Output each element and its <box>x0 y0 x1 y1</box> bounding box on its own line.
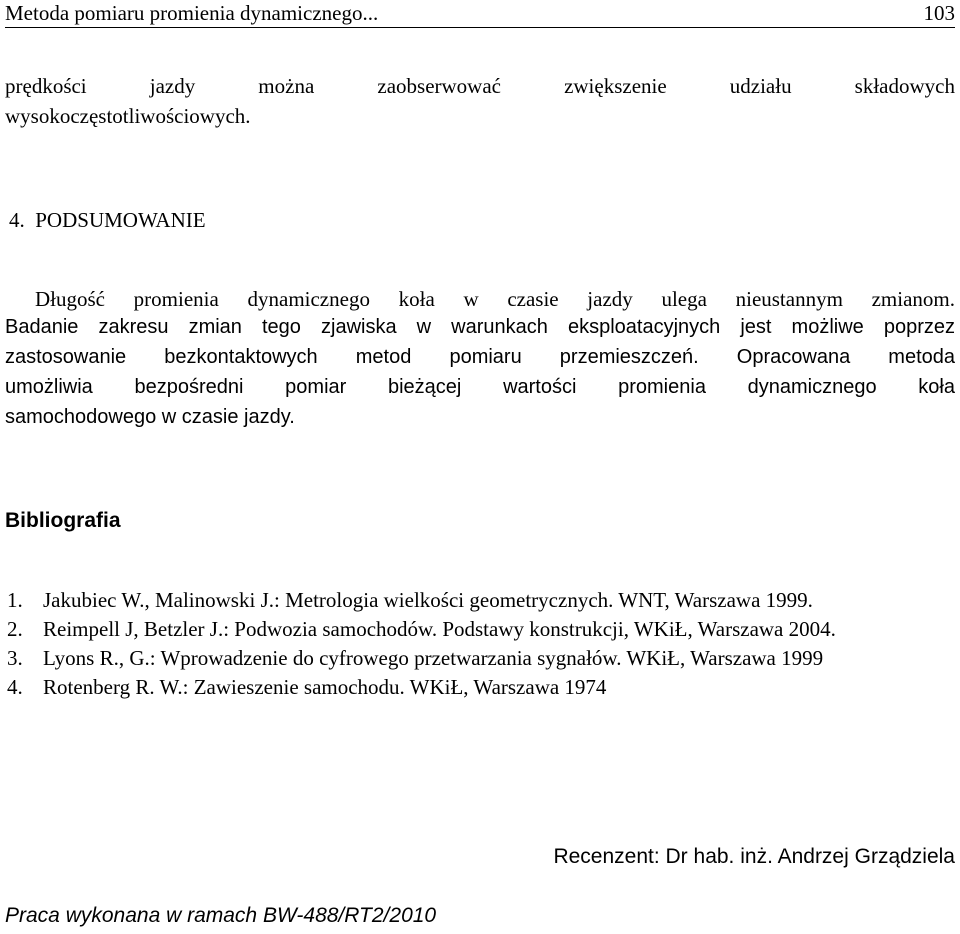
reference-text: Jakubiec W., Malinowski J.: Metrologia wielkości geometrycznych. WNT, Warszawa 1999. <box>43 588 813 612</box>
reviewer-note: Recenzent: Dr hab. inż. Andrzej Grządziela <box>553 845 955 868</box>
paragraph-line: umożliwia bezpośredni pomiar bieżącej wartości promienia dynamicznego koła <box>5 376 955 398</box>
bibliography-list <box>5 586 955 702</box>
bibliography-title: Bibliografia <box>5 509 121 532</box>
paragraph-line: wysokoczęstotliwościowych. <box>5 104 251 128</box>
reference-text: Lyons R., G.: Wprowadzenie do cyfrowego przetwarzania sygnałów. WKiŁ, Warszawa 1999 <box>43 646 824 670</box>
paragraph-line: samochodowego w czasie jazdy. <box>5 406 295 428</box>
paragraph-line: prędkości jazdy można zaobserwować zwiększenie udziału składowych <box>5 74 955 98</box>
reference-item <box>5 615 955 644</box>
reference-number: 3. <box>7 646 23 670</box>
running-header <box>5 0 955 28</box>
section-heading <box>9 206 206 234</box>
funding-footnote: Praca wykonana w ramach BW-488/RT2/2010 <box>5 904 437 927</box>
summary-paragraph <box>5 312 955 432</box>
summary-first-line <box>35 284 955 314</box>
reference-text: Reimpell J, Betzler J.: Podwozia samochodów. Podstawy konstrukcji, WKiŁ, Warszawa 2004. <box>43 617 836 641</box>
reference-item <box>5 673 955 702</box>
section-title: PODSUMOWANIE <box>35 208 206 232</box>
page-number: 103 <box>923 1 955 25</box>
reference-item <box>5 586 955 615</box>
reference-number: 1. <box>7 588 23 612</box>
running-title: Metoda pomiaru promienia dynamicznego... <box>5 1 379 25</box>
reference-number: 4. <box>7 675 23 699</box>
reference-item <box>5 644 955 673</box>
paragraph-line: Długość promienia dynamicznego koła w czasie jazdy ulega nieustannym zmianom. <box>35 287 955 311</box>
paragraph-line: zastosowanie bezkontaktowych metod pomiaru przemieszczeń. Opracowana metoda <box>5 346 955 368</box>
paragraph-line: Badanie zakresu zmian tego zjawiska w warunkach eksploatacyjnych jest możliwe poprzez <box>5 316 955 338</box>
intro-paragraph <box>5 71 955 131</box>
section-number: 4. <box>9 208 25 232</box>
reference-text: Rotenberg R. W.: Zawieszenie samochodu. WKiŁ, Warszawa 1974 <box>43 675 607 699</box>
reference-number: 2. <box>7 617 23 641</box>
